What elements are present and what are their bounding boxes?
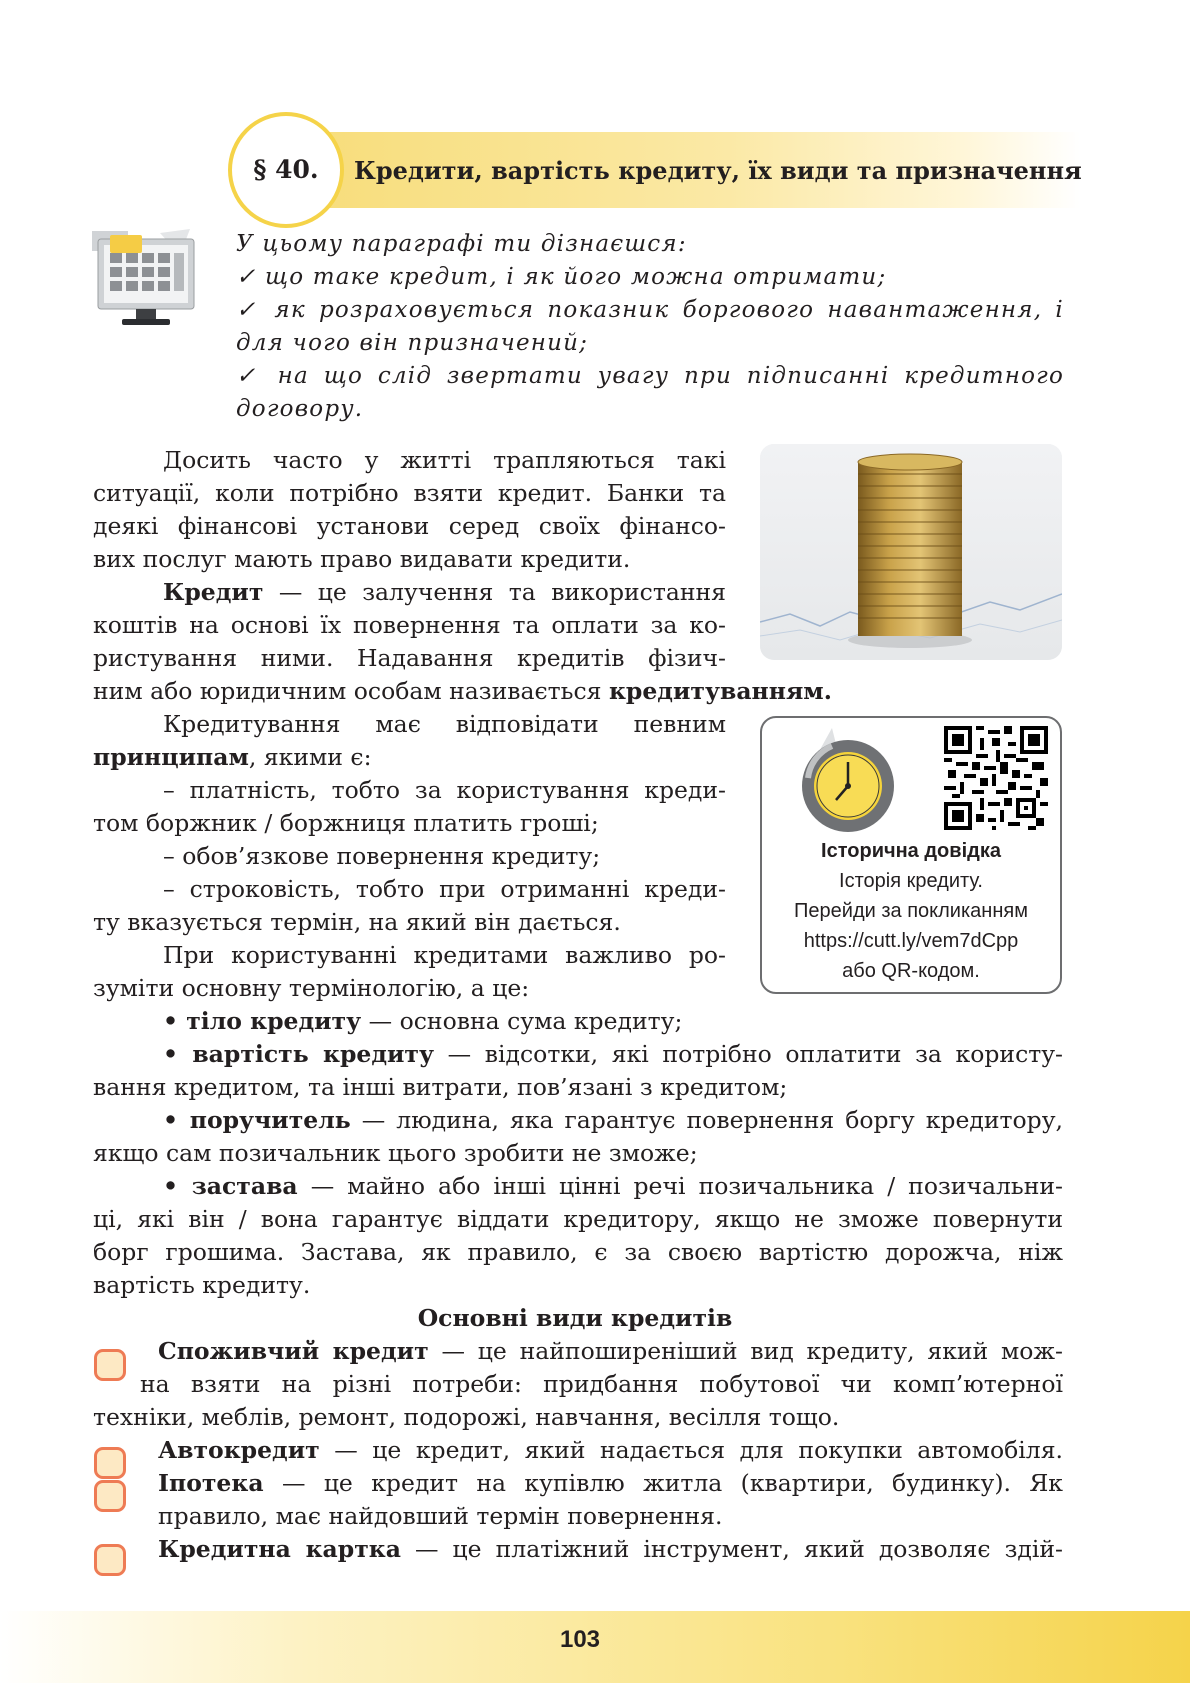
kind-1-line-3: техніки, меблів, ремонт, подорожі, навчання, весілля тощо. <box>93 1403 840 1431</box>
intro-bullet-2-line-2: для чого він призначений; <box>236 330 589 356</box>
intro-bullet-3-line-1: ✓ на що слід звертати увагу при підписанні кредитного <box>236 363 1064 389</box>
term-2-line-2: вання кредитом, та інші витрати, пов’язані з кредитом; <box>93 1073 788 1101</box>
para2-line-1: Кредит — це залучення та використання <box>163 578 726 606</box>
term-4-line-3: борг грошима. Застава, як правило, є за своєю вартістю дорожча, ніж <box>93 1238 1063 1266</box>
para1-line-4: вих послуг мають право видавати кредити. <box>93 545 631 573</box>
intro-heading: У цьому параграфі ти дізнаєшся: <box>236 231 687 257</box>
auto-credit-term: Автокредит <box>158 1436 320 1464</box>
principle-1-line-1: – платність, тобто за користування креди- <box>163 776 726 804</box>
term-4-line-2: ці, які він / вона гарантує віддати кредитору, якщо не зможе повернути <box>93 1205 1063 1233</box>
reference-card-title: Історична довідка <box>821 840 1001 862</box>
para3-line-1: Кредитування має відповідати певним <box>163 710 726 738</box>
credit-kinds-heading: Основні види кредитів <box>417 1304 733 1332</box>
term-3-line-1: • поручитель — людина, яка гарантує повернення боргу кредитору, <box>163 1106 1063 1134</box>
para4-line-1: При користуванні кредитами важливо ро- <box>163 941 726 969</box>
qr-code-icon <box>944 726 1048 830</box>
kind-2-line-1: Автокредит — це кредит, який надається для покупки автомобіля. <box>158 1436 1063 1464</box>
credit-card-term: Кредитна картка <box>158 1535 401 1563</box>
intro-bullet-1: ✓ що таке кредит, і як його можна отримати; <box>236 264 887 290</box>
principle-3-line-2: ту вказується термін, на який він дається. <box>93 908 621 936</box>
kind-1-line-2: на взяти на різні потреби: придбання побутової чи комп’ютерної <box>140 1370 1063 1398</box>
kind-1-line-1: Споживчий кредит — це найпоширеніший вид кредиту, який мож- <box>158 1337 1063 1365</box>
reference-card-line-2: Перейди за покликанням <box>794 900 1028 922</box>
kind-4-checkbox[interactable] <box>94 1544 126 1576</box>
para1-line-1: Досить часто у житті трапляються такі <box>163 446 726 474</box>
principles-term: принципам <box>93 743 249 771</box>
page-number: 103 <box>559 1626 601 1653</box>
credit-term: Кредит <box>163 578 264 606</box>
intro-bullet-2-line-1: ✓ як розраховується показник боргового навантаження, і <box>236 297 1064 323</box>
para3-line-2: принципам, якими є: <box>93 743 372 771</box>
section-number: § 40. <box>253 155 319 184</box>
para2-line-4: ним або юридичним особам називається кредитуванням. <box>93 677 832 705</box>
section-title: Кредити, вартість кредиту, їх види та призначення <box>354 156 1082 185</box>
term-4-line-1: • застава — майно або інші цінні речі позичальника / позичальни- <box>163 1172 1063 1200</box>
kind-3-line-2: правило, має найдовший термін повернення. <box>158 1502 723 1530</box>
term-2-line-1: • вартість кредиту — відсотки, які потрібно оплатити за користу- <box>163 1040 1063 1068</box>
mortgage-term: Іпотека <box>158 1469 264 1497</box>
kind-3-checkbox[interactable] <box>94 1480 126 1512</box>
kind-1-checkbox[interactable] <box>94 1349 126 1381</box>
intro-bullet-3-line-2: договору. <box>236 396 364 422</box>
term-1: • тіло кредиту — основна сума кредиту; <box>163 1007 683 1035</box>
para4-line-2: зуміти основну термінологію, а це: <box>93 974 530 1002</box>
reference-card-link[interactable]: https://cutt.ly/vem7dCpp <box>803 930 1019 952</box>
para2-line-2: коштів на основі їх повернення та оплати за ко- <box>93 611 726 639</box>
historical-reference-card <box>760 716 1062 994</box>
consumer-credit-term: Споживчий кредит <box>158 1337 429 1365</box>
crediting-term: кредитуванням. <box>608 677 832 705</box>
computer-monitor-icon <box>90 225 202 329</box>
para2-line-3: ристування ними. Надавання кредитів фізич- <box>93 644 726 672</box>
para1-line-2: ситуації, коли потрібно взяти кредит. Банки та <box>93 479 726 507</box>
principle-1-line-2: том боржник / боржниця платить гроші; <box>93 809 599 837</box>
term-4-line-4: вартість кредиту. <box>93 1271 311 1299</box>
principle-2: – обов’язкове повернення кредиту; <box>163 842 601 870</box>
para1-line-3: деякі фінансові установи серед своїх фінансо- <box>93 512 726 540</box>
term-3-line-2: якщо сам позичальник цього зробити не зможе; <box>93 1139 698 1167</box>
coins-stack-photo <box>760 444 1062 660</box>
reference-card-line-1: Історія кредиту. <box>839 870 983 892</box>
kind-2-checkbox[interactable] <box>94 1447 126 1479</box>
reference-card-line-4: або QR-кодом. <box>842 960 980 982</box>
principle-3-line-1: – строковість, тобто при отриманні креди- <box>163 875 726 903</box>
kind-3-line-1: Іпотека — це кредит на купівлю житла (квартири, будинку). Як <box>158 1469 1063 1497</box>
kind-4-line-1: Кредитна картка — це платіжний інструмент, який дозволяє здій- <box>158 1535 1063 1563</box>
clock-icon <box>792 724 902 836</box>
